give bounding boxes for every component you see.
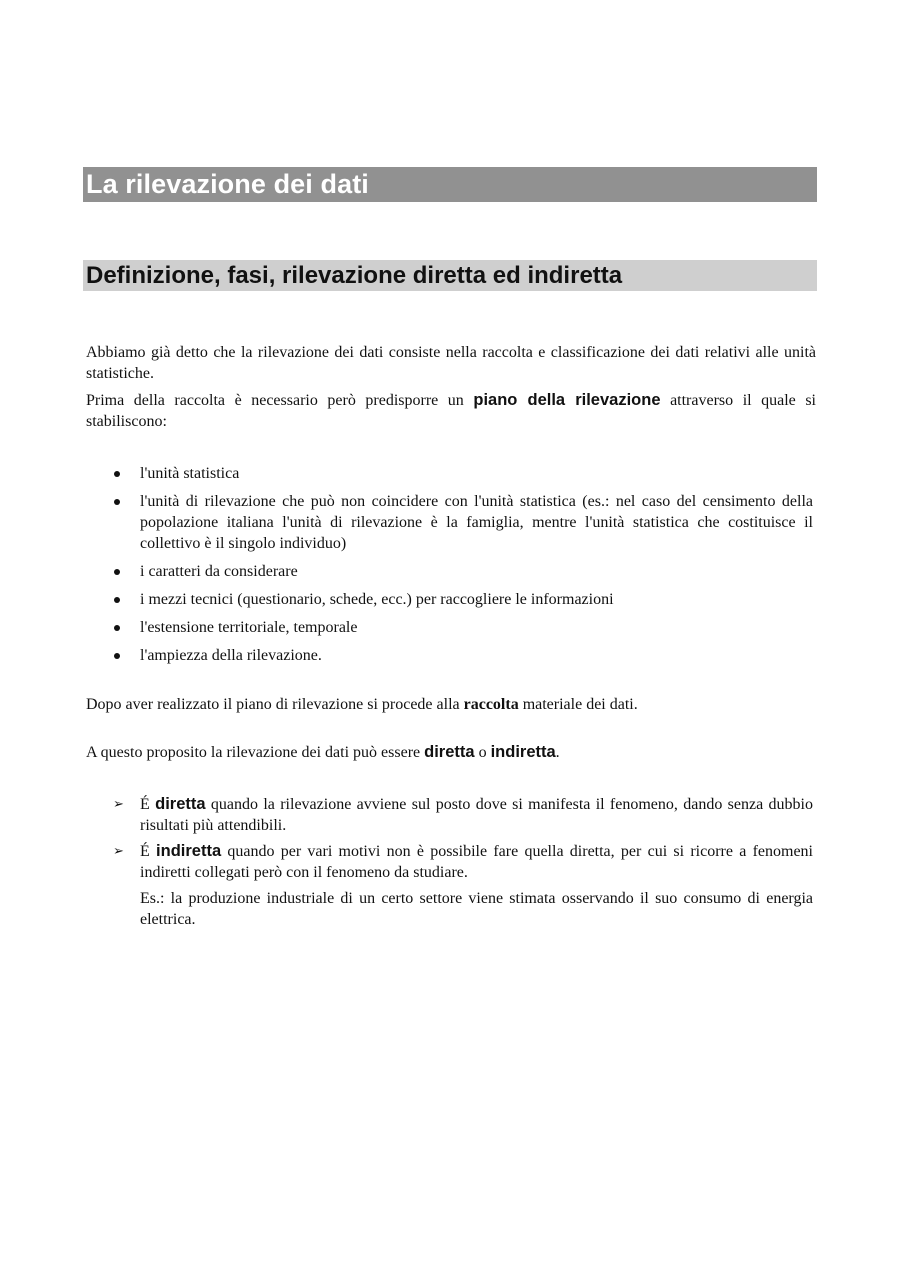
type-prefix: É <box>140 843 157 860</box>
type-prefix: É <box>140 796 156 813</box>
collection-keyword: raccolta <box>463 696 519 713</box>
types-list <box>83 794 813 935</box>
type-keyword: indiretta <box>156 842 222 860</box>
list-item <box>83 589 813 610</box>
list-item-text: i caratteri da considerare <box>140 563 298 580</box>
types-text-after: . <box>555 744 560 761</box>
bullet-icon <box>114 499 120 505</box>
list-item <box>83 491 813 554</box>
list-item <box>83 617 813 638</box>
list-item-text: i mezzi tecnici (questionario, schede, ecc.) per raccogliere le informazioni <box>140 591 614 608</box>
type-keyword: diretta <box>155 795 206 813</box>
collection-paragraph <box>86 694 816 715</box>
types-keyword-direct: diretta <box>424 743 475 761</box>
type-description: quando per vari motivi non è possibile fare quella diretta, per cui si ricorre a fenomeni indiretti collegati però con il fenomeno da studiare. <box>140 843 813 881</box>
plan-text-after: attraverso il quale si stabiliscono: <box>86 392 816 430</box>
list-item-text: l'ampiezza della rilevazione. <box>140 647 322 664</box>
title-banner <box>83 167 817 202</box>
arrow-bullet-icon: ➢ <box>113 797 124 812</box>
plan-text-before: Prima della raccolta è necessario però predisporre un <box>86 392 474 409</box>
types-paragraph <box>86 742 816 763</box>
bullet-icon <box>114 625 120 631</box>
bullet-icon <box>114 597 120 603</box>
list-item <box>83 645 813 666</box>
types-text-middle: o <box>474 744 491 761</box>
list-item-text: l'unità di rilevazione che può non coincidere con l'unità statistica (es.: nel caso del censimento della popolazione italiana l'unità di rilevazione è la famiglia, mentre l'unità statistica che costituisce il collettivo è il singolo individuo) <box>140 493 813 552</box>
type-example: Es.: la produzione industriale di un certo settore viene stimata osservando il suo consumo di energia elettrica. <box>140 890 813 928</box>
list-item <box>83 463 813 484</box>
list-item <box>83 794 813 836</box>
subtitle-banner <box>83 260 817 291</box>
collection-text-after: materiale dei dati. <box>518 696 638 713</box>
arrow-bullet-icon: ➢ <box>113 844 124 859</box>
plan-items-list <box>83 463 813 673</box>
list-item <box>83 841 813 930</box>
list-item-text: l'estensione territoriale, temporale <box>140 619 358 636</box>
plan-paragraph <box>86 390 816 432</box>
collection-text-before: Dopo aver realizzato il piano di rilevazione si procede alla <box>86 696 464 713</box>
bullet-icon <box>114 569 120 575</box>
bullet-icon <box>114 471 120 477</box>
plan-keyword: piano della rilevazione <box>473 391 661 409</box>
bullet-icon <box>114 653 120 659</box>
list-item-text: l'unità statistica <box>140 465 240 482</box>
page-title: La rilevazione dei dati <box>86 169 369 199</box>
intro-paragraph: Abbiamo già detto che la rilevazione dei dati consiste nella raccolta e classificazione dei dati relativi alle unità statistiche. <box>86 344 816 382</box>
type-description: quando la rilevazione avviene sul posto dove si manifesta il fenomeno, dando senza dubbio risultati più attendibili. <box>140 796 813 834</box>
section-title: Definizione, fasi, rilevazione diretta ed indiretta <box>86 262 623 289</box>
types-keyword-indirect: indiretta <box>490 743 556 761</box>
list-item <box>83 561 813 582</box>
types-text-before: A questo proposito la rilevazione dei dati può essere <box>86 744 425 761</box>
